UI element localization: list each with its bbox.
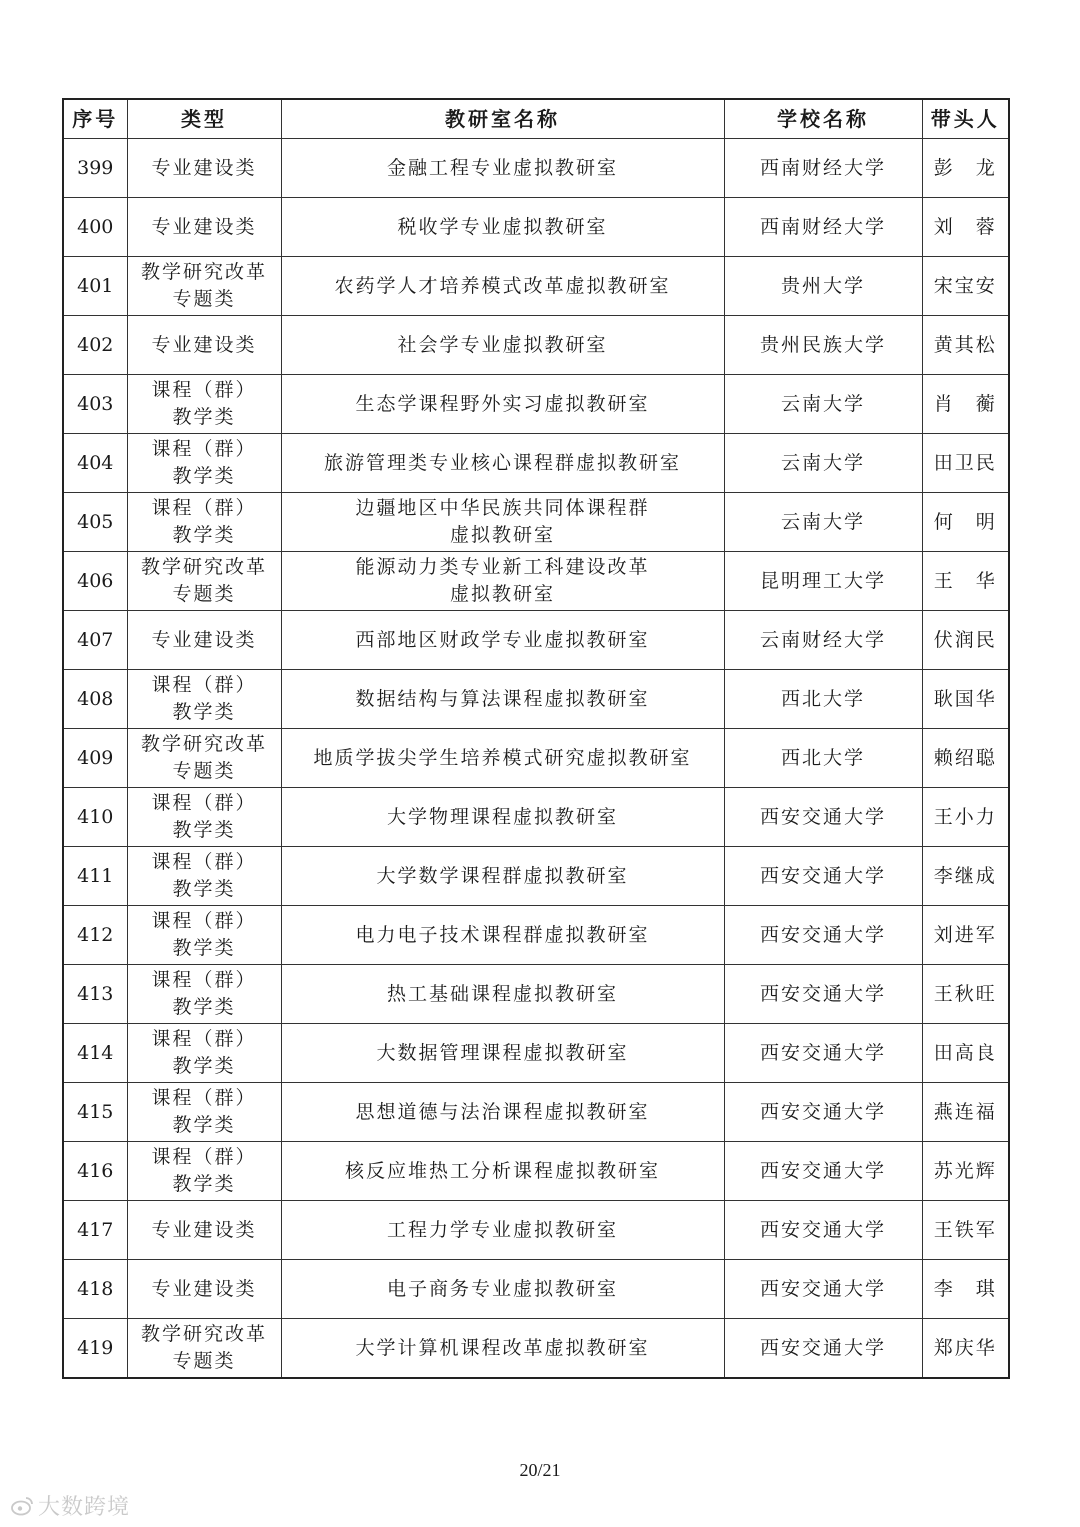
cell-school-name: 西安交通大学: [724, 1024, 922, 1083]
cell-type: 专业建设类: [127, 1201, 281, 1260]
cell-type: 课程（群） 教学类: [127, 1024, 281, 1083]
cell-seq: 405: [63, 493, 127, 552]
cell-school-name: 贵州民族大学: [724, 316, 922, 375]
cell-school-name: 西安交通大学: [724, 1319, 922, 1379]
cell-school-name: 贵州大学: [724, 257, 922, 316]
cell-office-name: 大学数学课程群虚拟教研室: [281, 847, 724, 906]
cell-leader: 刘进军: [922, 906, 1009, 965]
table-row: [63, 1142, 1009, 1201]
cell-leader: 肖 蘅: [922, 375, 1009, 434]
cell-office-name: 边疆地区中华民族共同体课程群 虚拟教研室: [281, 493, 724, 552]
watermark: [10, 1490, 130, 1521]
cell-seq: 419: [63, 1319, 127, 1379]
table-row: [63, 1201, 1009, 1260]
cell-school-name: 西安交通大学: [724, 788, 922, 847]
cell-type: 教学研究改革 专题类: [127, 552, 281, 611]
cell-leader: 刘 蓉: [922, 198, 1009, 257]
table-row: [63, 434, 1009, 493]
cell-office-name: 社会学专业虚拟教研室: [281, 316, 724, 375]
cell-type: 教学研究改革 专题类: [127, 1319, 281, 1379]
table-row: [63, 552, 1009, 611]
cell-leader: 郑庆华: [922, 1319, 1009, 1379]
cell-seq: 400: [63, 198, 127, 257]
cell-office-name: 生态学课程野外实习虚拟教研室: [281, 375, 724, 434]
table-row: [63, 257, 1009, 316]
cell-office-name: 能源动力类专业新工科建设改革 虚拟教研室: [281, 552, 724, 611]
table-row: [63, 906, 1009, 965]
cell-school-name: 西安交通大学: [724, 1083, 922, 1142]
cell-school-name: 西南财经大学: [724, 198, 922, 257]
cell-seq: 406: [63, 552, 127, 611]
cell-seq: 413: [63, 965, 127, 1024]
cell-leader: 李继成: [922, 847, 1009, 906]
cell-seq: 417: [63, 1201, 127, 1260]
cell-office-name: 思想道德与法治课程虚拟教研室: [281, 1083, 724, 1142]
cell-type: 专业建设类: [127, 198, 281, 257]
cell-type: 课程（群） 教学类: [127, 375, 281, 434]
cell-leader: 耿国华: [922, 670, 1009, 729]
table-row: [63, 965, 1009, 1024]
cell-leader: 黄其松: [922, 316, 1009, 375]
header-office-name: 教研室名称: [281, 99, 724, 139]
cell-office-name: 金融工程专业虚拟教研室: [281, 139, 724, 198]
cell-leader: 王铁军: [922, 1201, 1009, 1260]
cell-seq: 404: [63, 434, 127, 493]
cell-leader: 王秋旺: [922, 965, 1009, 1024]
cell-school-name: 云南财经大学: [724, 611, 922, 670]
table-row: [63, 611, 1009, 670]
cell-office-name: 核反应堆热工分析课程虚拟教研室: [281, 1142, 724, 1201]
cell-leader: 王 华: [922, 552, 1009, 611]
cell-leader: 伏润民: [922, 611, 1009, 670]
cell-seq: 412: [63, 906, 127, 965]
cell-leader: 王小力: [922, 788, 1009, 847]
cell-office-name: 大学计算机课程改革虚拟教研室: [281, 1319, 724, 1379]
cell-office-name: 农药学人才培养模式改革虚拟教研室: [281, 257, 724, 316]
cell-seq: 409: [63, 729, 127, 788]
cell-leader: 宋宝安: [922, 257, 1009, 316]
cell-type: 教学研究改革 专题类: [127, 257, 281, 316]
cell-school-name: 西安交通大学: [724, 906, 922, 965]
cell-seq: 401: [63, 257, 127, 316]
cell-seq: 399: [63, 139, 127, 198]
cell-school-name: 西安交通大学: [724, 965, 922, 1024]
cell-office-name: 热工基础课程虚拟教研室: [281, 965, 724, 1024]
cell-seq: 407: [63, 611, 127, 670]
cell-type: 教学研究改革 专题类: [127, 729, 281, 788]
cell-school-name: 云南大学: [724, 375, 922, 434]
cell-school-name: 西北大学: [724, 729, 922, 788]
table-row: [63, 375, 1009, 434]
table-row: [63, 139, 1009, 198]
cell-school-name: 西安交通大学: [724, 1142, 922, 1201]
cell-office-name: 西部地区财政学专业虚拟教研室: [281, 611, 724, 670]
table-row: [63, 1260, 1009, 1319]
cell-leader: 李 琪: [922, 1260, 1009, 1319]
cell-type: 课程（群） 教学类: [127, 670, 281, 729]
cell-type: 课程（群） 教学类: [127, 965, 281, 1024]
cell-type: 课程（群） 教学类: [127, 788, 281, 847]
cell-leader: 田高良: [922, 1024, 1009, 1083]
header-leader: 带头人: [922, 99, 1009, 139]
cell-office-name: 电力电子技术课程群虚拟教研室: [281, 906, 724, 965]
table-row: [63, 729, 1009, 788]
cell-seq: 410: [63, 788, 127, 847]
table-row: [63, 788, 1009, 847]
weibo-logo-icon: [10, 1494, 34, 1518]
watermark-text: 大数跨境: [38, 1495, 131, 1520]
virtual-teaching-office-table: [62, 98, 1010, 1379]
cell-office-name: 税收学专业虚拟教研室: [281, 198, 724, 257]
cell-office-name: 旅游管理类专业核心课程群虚拟教研室: [281, 434, 724, 493]
cell-leader: 燕连福: [922, 1083, 1009, 1142]
table-row: [63, 493, 1009, 552]
cell-office-name: 地质学拔尖学生培养模式研究虚拟教研室: [281, 729, 724, 788]
cell-type: 课程（群） 教学类: [127, 1142, 281, 1201]
cell-school-name: 西安交通大学: [724, 1260, 922, 1319]
table-row: [63, 1319, 1009, 1379]
cell-leader: 赖绍聪: [922, 729, 1009, 788]
cell-office-name: 大数据管理课程虚拟教研室: [281, 1024, 724, 1083]
cell-school-name: 西南财经大学: [724, 139, 922, 198]
cell-school-name: 西北大学: [724, 670, 922, 729]
cell-seq: 411: [63, 847, 127, 906]
cell-leader: 苏光辉: [922, 1142, 1009, 1201]
cell-seq: 414: [63, 1024, 127, 1083]
table-row: [63, 198, 1009, 257]
cell-type: 课程（群） 教学类: [127, 906, 281, 965]
cell-seq: 408: [63, 670, 127, 729]
cell-type: 课程（群） 教学类: [127, 1083, 281, 1142]
header-school-name: 学校名称: [724, 99, 922, 139]
cell-seq: 402: [63, 316, 127, 375]
table-row: [63, 1083, 1009, 1142]
cell-type: 专业建设类: [127, 139, 281, 198]
cell-type: 课程（群） 教学类: [127, 434, 281, 493]
cell-seq: 415: [63, 1083, 127, 1142]
table-row: [63, 1024, 1009, 1083]
cell-school-name: 昆明理工大学: [724, 552, 922, 611]
page-number: 20/21: [519, 1460, 561, 1480]
cell-office-name: 大学物理课程虚拟教研室: [281, 788, 724, 847]
cell-school-name: 云南大学: [724, 434, 922, 493]
table-row: [63, 847, 1009, 906]
header-seq: 序号: [63, 99, 127, 139]
cell-office-name: 数据结构与算法课程虚拟教研室: [281, 670, 724, 729]
cell-office-name: 工程力学专业虚拟教研室: [281, 1201, 724, 1260]
cell-type: 课程（群） 教学类: [127, 847, 281, 906]
header-type: 类型: [127, 99, 281, 139]
table-body: [63, 139, 1009, 1379]
cell-office-name: 电子商务专业虚拟教研室: [281, 1260, 724, 1319]
cell-type: 专业建设类: [127, 316, 281, 375]
table-header-row: [63, 99, 1009, 139]
cell-seq: 416: [63, 1142, 127, 1201]
table-row: [63, 670, 1009, 729]
cell-type: 专业建设类: [127, 1260, 281, 1319]
cell-school-name: 云南大学: [724, 493, 922, 552]
cell-seq: 418: [63, 1260, 127, 1319]
cell-leader: 何 明: [922, 493, 1009, 552]
cell-leader: 田卫民: [922, 434, 1009, 493]
cell-type: 课程（群） 教学类: [127, 493, 281, 552]
table-row: [63, 316, 1009, 375]
cell-seq: 403: [63, 375, 127, 434]
cell-type: 专业建设类: [127, 611, 281, 670]
cell-school-name: 西安交通大学: [724, 1201, 922, 1260]
cell-school-name: 西安交通大学: [724, 847, 922, 906]
cell-leader: 彭 龙: [922, 139, 1009, 198]
